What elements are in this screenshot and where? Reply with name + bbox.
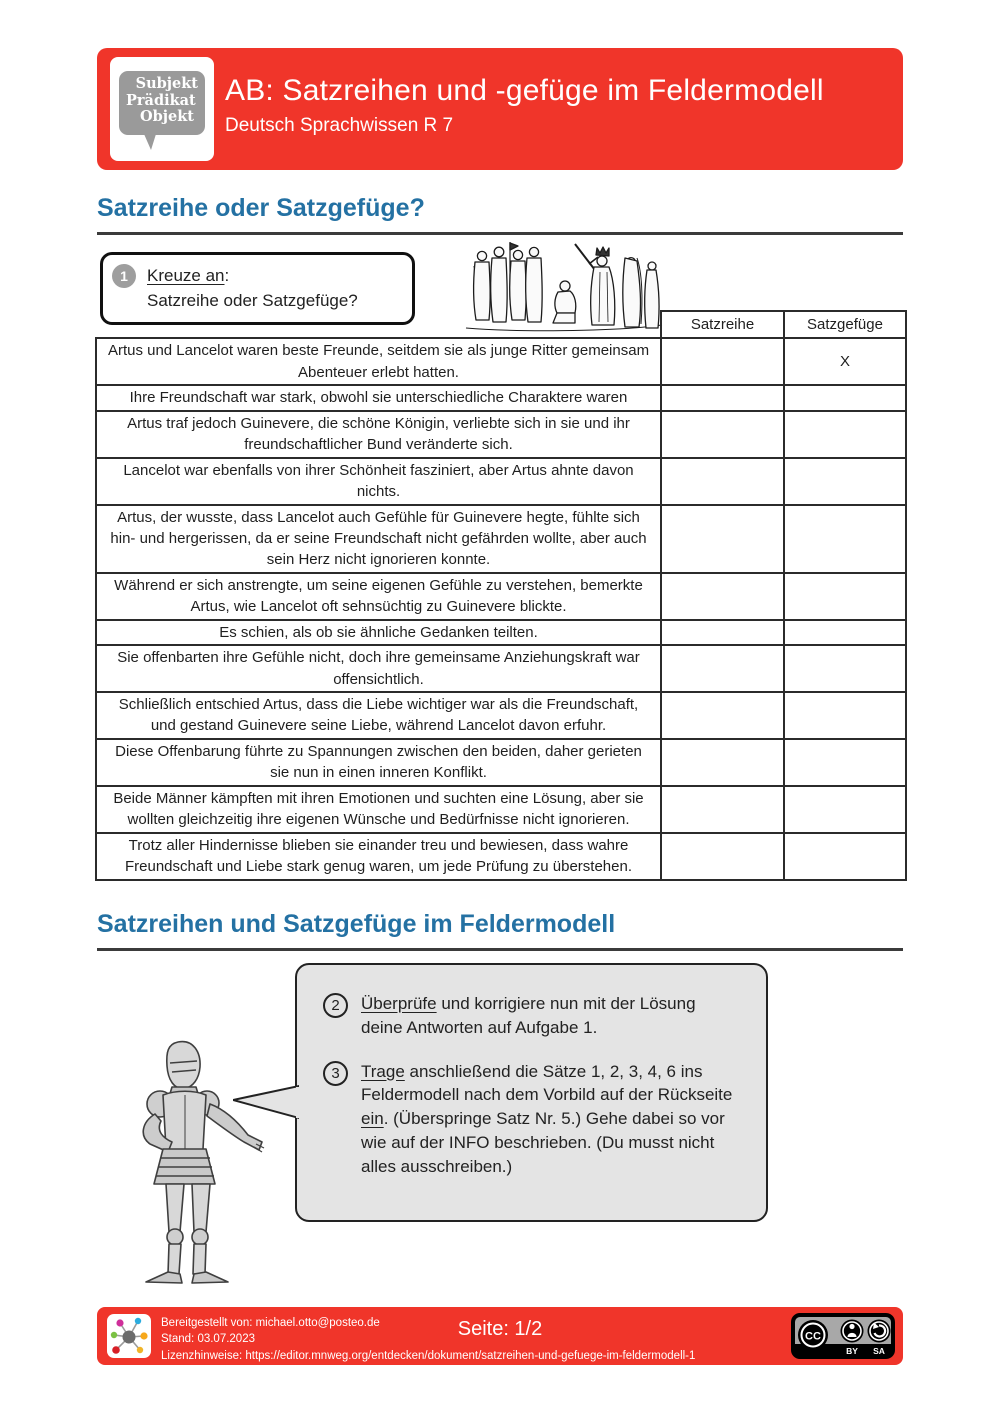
task-2-number-badge: 2 [323, 993, 348, 1018]
header-text [225, 74, 824, 137]
sentence-cell: Sie offenbarten ihre Gefühle nicht, doch ihre gemeinsame Anziehungskraft war offensichtlich. [96, 645, 661, 692]
satzreihe-cell[interactable] [661, 620, 784, 645]
header-banner [97, 48, 903, 170]
task-1-number-badge: 1 [112, 264, 136, 288]
page-number: Seite: 1/2 [457, 1318, 543, 1340]
table-row [96, 645, 906, 692]
satzgefuege-cell[interactable] [784, 573, 906, 620]
sentence-cell: Trotz aller Hindernisse blieben sie einander treu und bewiesen, dass wahre Freundschaft und Liebe stark genug waren, um jede Prüfung zu überstehen. [96, 833, 661, 880]
footer-banner [97, 1307, 903, 1365]
table-header-row [96, 311, 906, 338]
satzreihe-cell[interactable] [661, 645, 784, 692]
sentence-cell: Artus, der wusste, dass Lancelot auch Gefühle für Guinevere hegte, fühlte sich hin- und hergerissen, da er seine Freundschaft nicht gefährden wollte, aber auch sein Herz nicht ignorieren konnte. [96, 505, 661, 573]
satzreihe-cell[interactable] [661, 411, 784, 458]
satzreihe-cell[interactable] [661, 505, 784, 573]
section-heading-1: Satzreihe oder Satzgefüge? [97, 194, 903, 235]
task-3-text [361, 1060, 740, 1179]
svg-text:SA: SA [873, 1346, 885, 1356]
task-3-rest: . (Überspringe Satz Nr. 5.) Gehe dabei so vor wie auf der INFO beschrieben. (Du musst nicht alles ausschreiben.) [361, 1109, 725, 1176]
satzreihe-cell[interactable] [661, 573, 784, 620]
satzreihe-cell[interactable] [661, 458, 784, 505]
satzgefuege-cell[interactable] [784, 692, 906, 739]
task-2-text [361, 992, 740, 1040]
satzgefuege-cell[interactable] [784, 645, 906, 692]
sentence-cell: Artus traf jedoch Guinevere, die schöne Königin, verliebte sich in sie und ihr freundschaftlicher Bund veränderte sich. [96, 411, 661, 458]
task-2-rest: und korrigiere nun mit der Lösung deine Antworten auf Aufgabe 1. [361, 994, 696, 1037]
footer-provided-by: Bereitgestellt von: michael.otto@posteo.de [161, 1317, 380, 1329]
satzgefuege-cell[interactable] [784, 505, 906, 573]
tasks-speech-bubble [295, 963, 768, 1222]
table-row [96, 692, 906, 739]
worksheet-subtitle: Deutsch Sprachwissen R 7 [225, 115, 454, 136]
task-1-colon: : [224, 266, 230, 285]
knight-illustration [106, 1036, 268, 1290]
table-row [96, 739, 906, 786]
satzgefuege-cell[interactable] [784, 620, 906, 645]
logo-line: Subjekt [135, 75, 198, 92]
satzreihe-cell[interactable] [661, 338, 784, 385]
table-row [96, 573, 906, 620]
sentence-cell: Lancelot war ebenfalls von ihrer Schönheit fasziniert, aber Artus ahnte davon nichts. [96, 458, 661, 505]
svg-text:CC: CC [805, 1330, 821, 1343]
task-2 [323, 992, 740, 1040]
table-row [96, 411, 906, 458]
sentence-cell: Ihre Freundschaft war stark, obwohl sie unterschiedliche Charaktere waren [96, 385, 661, 410]
answers-table [95, 310, 907, 881]
task-3-particle: ein [361, 1109, 384, 1129]
satzgefuege-cell[interactable] [784, 739, 906, 786]
logo-line: Prädikat [126, 91, 196, 109]
sentence-cell: Diese Offenbarung führte zu Spannungen zwischen den beiden, daher gerieten sie nun in einen inneren Konflikt. [96, 739, 661, 786]
table-row [96, 505, 906, 573]
satzreihe-cell[interactable] [661, 786, 784, 833]
satzreihe-cell[interactable] [661, 739, 784, 786]
task-1-verb: Kreuze an [147, 266, 225, 285]
logo-line: Objekt [140, 108, 194, 126]
sentence-cell: Es schien, als ob sie ähnliche Gedanken teilten. [96, 620, 661, 645]
sentence-cell: Schließlich entschied Artus, dass die Liebe wichtiger war als die Freundschaft, und gestand Guinevere seine Liebe, während Lancelot davon erfuhr. [96, 692, 661, 739]
task-3-middle: anschließend die Sätze 1, 2, 3, 4, 6 ins Feldermodell nach dem Vorbild auf der Rückseite [361, 1061, 733, 1105]
table-row [96, 786, 906, 833]
speech-bubble-tail [144, 134, 156, 150]
table-row [96, 833, 906, 880]
sentence-cell: Während er sich anstrengte, um seine eigenen Gefühle zu verstehen, bemerkte Artus, wie Lancelot oft sehnsüchtig zu Guinevere blickte. [96, 573, 661, 620]
satzgefuege-cell[interactable] [784, 833, 906, 880]
cc-by-sa-badge [791, 1313, 895, 1359]
task-3-verb: Trage [361, 1061, 405, 1081]
footer-stand: Stand: 03.07.2023 [161, 1333, 255, 1346]
satzreihe-cell[interactable] [661, 385, 784, 410]
satzgefuege-cell[interactable] [784, 411, 906, 458]
section-heading-2: Satzreihen und Satzgefüge im Feldermodell [97, 910, 903, 951]
table-row [96, 458, 906, 505]
sentence-cell: Beide Männer kämpften mit ihren Emotionen und suchten eine Lösung, aber sie wollten gleichzeitig ihre eigenen Wünsche und Bedürfnisse nicht ignorieren. [96, 786, 661, 833]
footer-license: Lizenzhinweise: https://editor.mnweg.org/entdecken/dokument/satzreihen-und-gefuege-im-feldermodell-1 [161, 1349, 696, 1362]
satzgefuege-cell[interactable] [784, 458, 906, 505]
table-row [96, 620, 906, 645]
worksheet-title: AB: Satzreihen und -gefüge im Feldermodell [225, 74, 824, 107]
svg-text:BY: BY [846, 1346, 858, 1356]
spo-logo [110, 57, 214, 161]
table-row [96, 385, 906, 410]
sentence-cell: Artus und Lancelot waren beste Freunde, seitdem sie als junge Ritter gemeinsam Abenteuer erlebt hatten. [96, 338, 661, 385]
satzreihe-cell[interactable] [661, 833, 784, 880]
task-1-line-1 [147, 264, 398, 289]
satzgefuege-cell[interactable] [784, 385, 906, 410]
task-3-number-badge: 3 [323, 1061, 348, 1086]
table-row [96, 338, 906, 385]
empty-header-cell [96, 311, 661, 338]
task-1-line-2: Satzreihe oder Satzgefüge? [147, 290, 358, 310]
column-header-satzgefuege: Satzgefüge [784, 311, 906, 338]
satzgefuege-cell[interactable] [784, 786, 906, 833]
speech-bubble-logo [119, 71, 205, 135]
column-header-satzreihe: Satzreihe [661, 311, 784, 338]
satzreihe-cell[interactable] [661, 692, 784, 739]
task-3 [323, 1060, 740, 1179]
satzgefuege-cell[interactable]: X [784, 338, 906, 385]
task-2-verb: Überprüfe [361, 994, 437, 1013]
